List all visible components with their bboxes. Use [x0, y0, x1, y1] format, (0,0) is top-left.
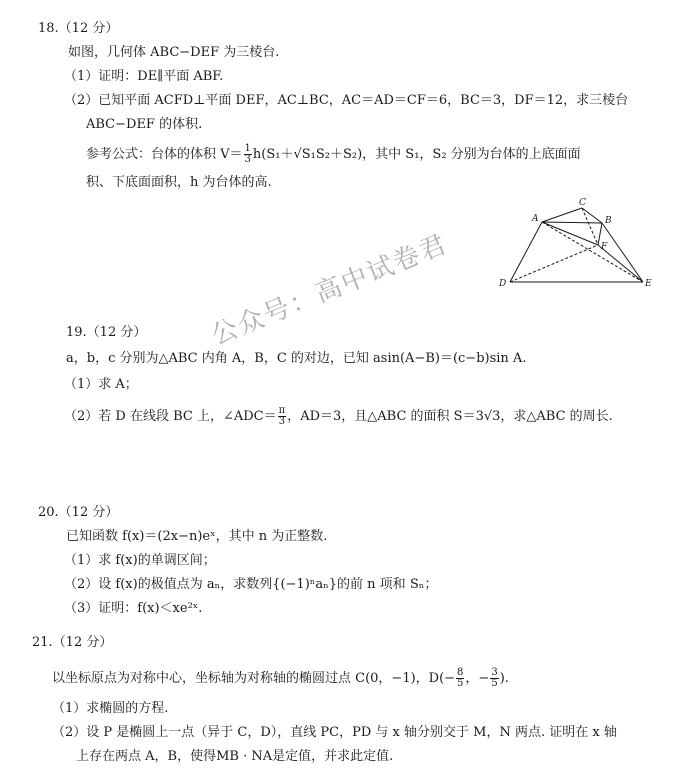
- q21-frac1-num: 8: [457, 667, 464, 678]
- q19-part2: [64, 406, 613, 427]
- q20-header: 20.（12 分）: [38, 505, 119, 520]
- q18-formula-line2: 积、下底面面积，h 为台体的高.: [86, 175, 272, 190]
- label-c: C: [579, 198, 586, 208]
- edge-ab: [542, 222, 602, 223]
- q21-intro-mid: ，−: [465, 671, 490, 686]
- q20-part1: （1）求 f(x)的单调区间；: [64, 553, 216, 568]
- q18-intro: 如图，几何体 ABC−DEF 为三棱台.: [68, 45, 280, 60]
- q21-part1: （1）求椭圆的方程.: [52, 701, 169, 716]
- q21-part2-line2: 上存在两点 A，B，使得MB · NA是定值，并求此定值.: [76, 749, 394, 764]
- q18-formula-line1: [86, 144, 581, 165]
- q18-formula-fraction: [244, 144, 252, 165]
- q18-part1: （1）证明：DE∥平面 ABF.: [64, 69, 224, 84]
- edge-af: [542, 222, 598, 245]
- q19-angle-fraction: [278, 406, 287, 427]
- q18-formula-rest: h(S₁＋√S₁S₂＋S₂)，其中 S₁，S₂ 分别为台体的上底面面: [252, 147, 581, 162]
- q20-part3: （3）证明：f(x)＜xe²ˣ.: [64, 601, 203, 616]
- q21-frac2-num: 3: [491, 667, 498, 678]
- label-a: A: [532, 214, 539, 224]
- label-b: B: [605, 216, 612, 226]
- q19-part2-prefix: （2）若 D 在线段 BC 上，∠ADC＝: [64, 409, 277, 424]
- q18-formula-frac-den: 3: [244, 154, 251, 165]
- q19-intro: a，b，c 分别为△ABC 内角 A，B，C 的对边，已知 asin(A−B)＝(c−b)sin A.: [66, 351, 527, 366]
- q19-part1: （1）求 A；: [64, 377, 138, 392]
- q19-frac-den: 3: [278, 416, 286, 427]
- edge-ae: [542, 222, 643, 282]
- q21-fraction-1: [456, 668, 464, 689]
- q18-formula-frac-num: 1: [244, 143, 251, 154]
- edge-be: [602, 223, 643, 282]
- q21-intro-suffix: ).: [499, 671, 509, 686]
- q18-part2-line1: （2）已知平面 ACFD⊥平面 DEF，AC⊥BC，AC＝AD＝CF＝6，BC＝3，DF＝12，求三棱台: [64, 93, 629, 108]
- edge-ad: [510, 222, 542, 282]
- q21-frac2-den: 5: [491, 678, 498, 689]
- q21-intro-prefix: 以坐标原点为对称中心，坐标轴为对称轴的椭圆过点 C(0，−1)，D(−: [52, 671, 456, 686]
- q21-intro: [52, 668, 509, 689]
- q21-part2-line1: （2）设 P 是椭圆上一点（异于 C，D），直线 PC，PD 与 x 轴分别交于 M，N 两点. 证明在 x 轴: [52, 725, 617, 740]
- edge-ac: [542, 208, 582, 222]
- q19-header: 19.（12 分）: [66, 325, 147, 340]
- label-f: F: [601, 242, 608, 252]
- edge-df: [510, 245, 598, 282]
- q19-frac-num: π: [278, 405, 286, 416]
- q21-header: 21.（12 分）: [32, 635, 113, 650]
- watermark: 公众号：高中试卷君: [207, 229, 453, 352]
- q21-frac1-den: 5: [457, 678, 464, 689]
- q19-part2-suffix: ，AD＝3，且△ABC 的面积 S＝3√3，求△ABC 的周长.: [287, 409, 613, 424]
- frustum-figure: [498, 196, 658, 296]
- label-e: E: [645, 279, 652, 289]
- q21-fraction-2: [490, 668, 498, 689]
- q18-formula-prefix: 参考公式：台体的体积 V＝: [86, 147, 243, 162]
- edge-cb: [582, 208, 602, 223]
- q20-intro: 已知函数 f(x)＝(2x−n)eˣ，其中 n 为正整数.: [66, 529, 328, 544]
- q18-part2-line2: ABC−DEF 的体积.: [86, 117, 203, 132]
- q20-part2: （2）设 f(x)的极值点为 aₙ，求数列{(−1)ⁿaₙ}的前 n 项和 Sₙ；: [64, 577, 438, 592]
- label-d: D: [499, 279, 507, 289]
- q18-header: 18.（12 分）: [38, 21, 119, 36]
